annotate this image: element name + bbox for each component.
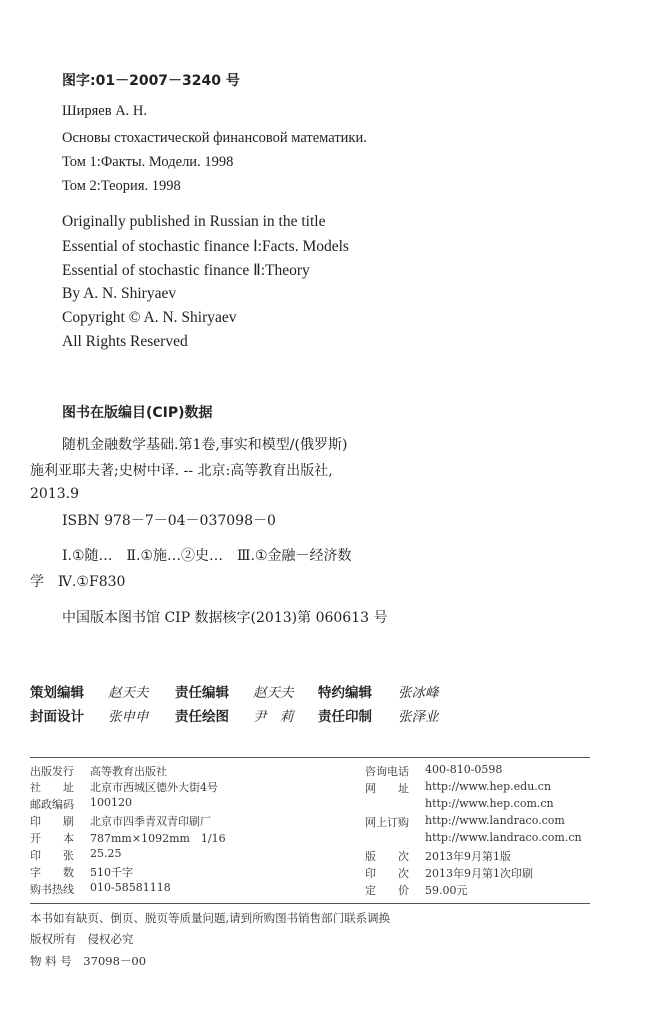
editor-label-printing: 责任印制 bbox=[318, 709, 372, 725]
editor-name-printing: 张泽业 bbox=[398, 709, 439, 725]
pub-right-label-5: 版 次 bbox=[365, 850, 409, 863]
rights-line-2: Essential of stochastic finance Ⅰ:Facts. Models bbox=[62, 238, 349, 255]
original-volume2-ru: Том 2:Теория. 1998 bbox=[62, 178, 181, 194]
pub-right-value-7: 59.00元 bbox=[425, 884, 468, 897]
pub-left-value-2: 100120 bbox=[90, 796, 132, 809]
editor-label-planning: 策划编辑 bbox=[30, 685, 84, 701]
pub-left-value-1: 北京市西城区德外大街4号 bbox=[90, 781, 218, 794]
cip-heading: 图书在版编目(CIP)数据 bbox=[62, 405, 213, 421]
pub-left-label-3: 印 刷 bbox=[30, 815, 74, 828]
pub-left-label-7: 购书热线 bbox=[30, 883, 74, 896]
editor-name-special: 张冰峰 bbox=[398, 685, 439, 701]
pub-left-label-6: 字 数 bbox=[30, 866, 74, 879]
pub-left-value-5: 25.25 bbox=[90, 847, 122, 860]
cip-line-1: 随机金融数学基础.第1卷,事实和模型/(俄罗斯) bbox=[62, 437, 348, 453]
rights-line-1: Originally published in Russian in the title bbox=[62, 213, 326, 230]
editor-label-drawing: 责任绘图 bbox=[175, 709, 229, 725]
cip-classification-1: Ⅰ.①随… Ⅱ.①施…②史… Ⅲ.①金融－经济数 bbox=[62, 548, 352, 564]
pub-right-label-3: 网上订购 bbox=[365, 816, 409, 829]
material-number: 物 料 号 37098－00 bbox=[30, 954, 147, 968]
pub-right-label-6: 印 次 bbox=[365, 867, 409, 880]
editor-label-cover-design: 封面设计 bbox=[30, 709, 84, 725]
pub-right-label-0: 咨询电话 bbox=[365, 765, 409, 778]
rights-line-6: All Rights Reserved bbox=[62, 333, 188, 350]
quality-notice: 本书如有缺页、倒页、脱页等质量问题,请到所购图书销售部门联系调换 bbox=[30, 911, 391, 925]
pub-right-value-5: 2013年9月第1版 bbox=[425, 850, 511, 863]
pub-right-label-7: 定 价 bbox=[365, 884, 409, 897]
pub-left-label-2: 邮政编码 bbox=[30, 798, 74, 811]
cip-line-2: 施利亚耶夫著;史树中译. -- 北京:高等教育出版社, bbox=[30, 463, 333, 479]
editor-label-responsible: 责任编辑 bbox=[175, 685, 229, 701]
pub-right-value-2: http://www.hep.com.cn bbox=[425, 797, 554, 810]
pub-right-value-0: 400-810-0598 bbox=[425, 763, 503, 776]
editor-name-planning: 赵天夫 bbox=[108, 685, 149, 701]
pub-right-value-3: http://www.landraco.com bbox=[425, 814, 565, 827]
editor-name-cover-design: 张申申 bbox=[108, 709, 149, 725]
original-title-ru: Основы стохастической финансовой математики. bbox=[62, 130, 367, 146]
divider-bottom bbox=[30, 903, 590, 904]
pub-left-value-7: 010-58581118 bbox=[90, 881, 171, 894]
cip-line-3: 2013.9 bbox=[30, 486, 79, 502]
cip-classification-2: 学 Ⅳ.①F830 bbox=[30, 574, 126, 590]
copyright-registration-number: 图字:01－2007－3240 号 bbox=[62, 73, 240, 89]
editor-name-responsible: 赵天夫 bbox=[253, 685, 294, 701]
pub-left-value-6: 510千字 bbox=[90, 866, 133, 879]
editor-name-drawing: 尹 莉 bbox=[253, 709, 294, 725]
pub-left-value-0: 高等教育出版社 bbox=[90, 765, 167, 778]
rights-line-4: By A. N. Shiryaev bbox=[62, 285, 177, 302]
pub-left-value-3: 北京市四季青双青印刷厂 bbox=[90, 815, 211, 828]
pub-left-value-4: 787mm×1092mm 1/16 bbox=[90, 832, 226, 845]
editor-label-special: 特约编辑 bbox=[318, 685, 372, 701]
pub-right-value-1: http://www.hep.edu.cn bbox=[425, 780, 552, 793]
pub-right-value-4: http://www.landraco.com.cn bbox=[425, 831, 582, 844]
rights-line-5: Copyright © A. N. Shiryaev bbox=[62, 309, 237, 326]
rights-line-3: Essential of stochastic finance Ⅱ:Theory bbox=[62, 262, 310, 279]
pub-left-label-4: 开 本 bbox=[30, 832, 74, 845]
pub-right-label-1: 网 址 bbox=[365, 782, 409, 795]
divider-top bbox=[30, 757, 590, 758]
pub-left-label-0: 出版发行 bbox=[30, 765, 74, 778]
original-author-ru: Ширяев А. Н. bbox=[62, 103, 148, 119]
rights-notice: 版权所有 侵权必究 bbox=[30, 932, 134, 946]
pub-left-label-5: 印 张 bbox=[30, 849, 74, 862]
original-volume1-ru: Том 1:Факты. Модели. 1998 bbox=[62, 154, 234, 170]
cip-isbn: ISBN 978－7－04－037098－0 bbox=[62, 513, 276, 529]
cip-record-number: 中国版本图书馆 CIP 数据核字(2013)第 060613 号 bbox=[62, 610, 388, 626]
pub-left-label-1: 社 址 bbox=[30, 781, 74, 794]
pub-right-value-6: 2013年9月第1次印刷 bbox=[425, 867, 533, 880]
